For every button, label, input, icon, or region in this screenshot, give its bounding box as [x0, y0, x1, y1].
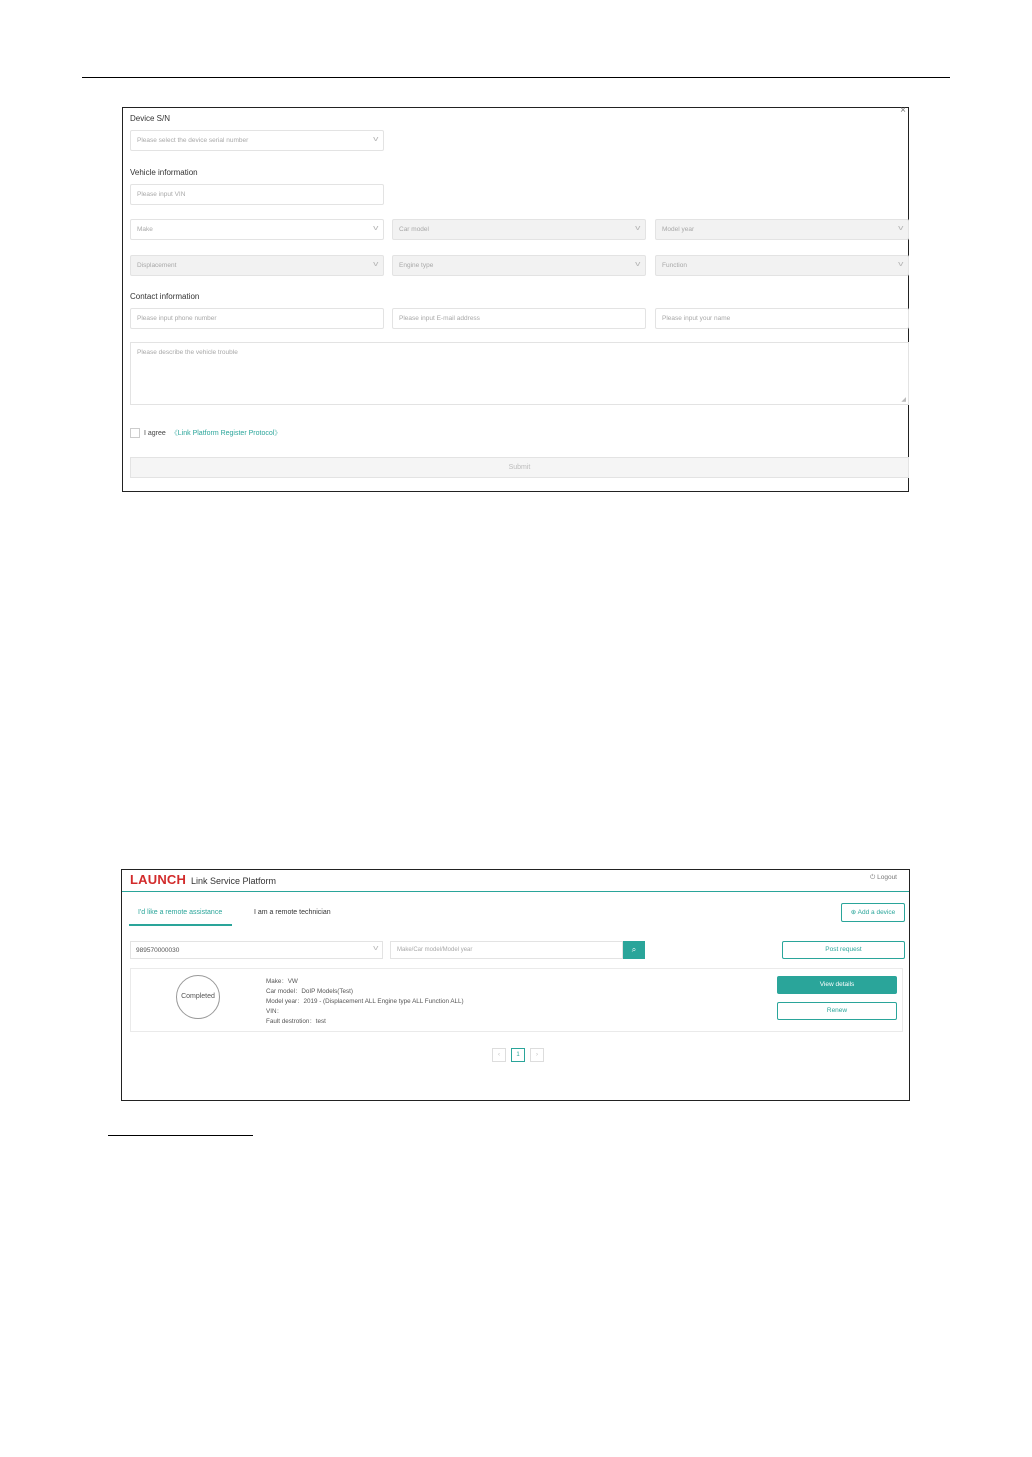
record-make: Make：VW	[266, 978, 298, 985]
make-select[interactable]	[130, 219, 384, 240]
device-sn-label: Device S/N	[130, 114, 171, 123]
chevron-down-icon: v	[372, 136, 378, 143]
contact-information-label: Contact information	[130, 292, 200, 301]
make-placeholder: Make	[137, 226, 153, 233]
add-device-button[interactable]	[841, 903, 905, 922]
close-icon[interactable]: ×	[900, 105, 906, 116]
chevron-down-icon: v	[634, 261, 640, 268]
car-model-placeholder: Car model	[399, 226, 429, 233]
add-circle-icon: ⊕	[850, 909, 857, 916]
displacement-placeholder: Displacement	[137, 262, 177, 269]
email-placeholder: Please input E-mail address	[399, 315, 480, 322]
renew-button[interactable]: Renew	[777, 1002, 897, 1020]
model-year-select[interactable]	[655, 219, 909, 240]
model-year-placeholder: Model year	[662, 226, 695, 233]
status-badge: Completed	[176, 975, 220, 1019]
vin-input[interactable]	[130, 184, 384, 205]
trouble-placeholder: Please describe the vehicle trouble	[137, 349, 238, 356]
resize-handle-icon[interactable]: ◢	[901, 397, 906, 403]
request-record-card	[130, 968, 903, 1032]
chevron-down-icon: v	[634, 225, 640, 232]
phone-input[interactable]	[130, 308, 384, 329]
engine-type-select[interactable]	[392, 255, 646, 276]
chevron-down-icon: v	[372, 225, 378, 232]
trouble-description-textarea[interactable]	[130, 342, 909, 405]
logout-button[interactable]	[870, 874, 897, 882]
add-device-label: Add a device	[857, 909, 896, 916]
post-request-button[interactable]: Post request	[782, 941, 905, 959]
car-model-select[interactable]	[392, 219, 646, 240]
chevron-down-icon: v	[372, 945, 378, 952]
search-input[interactable]	[390, 941, 623, 959]
phone-placeholder: Please input phone number	[137, 315, 217, 322]
search-icon: ⌕	[631, 945, 637, 954]
chevron-down-icon: v	[897, 261, 903, 268]
agree-checkbox[interactable]	[130, 428, 140, 438]
page-header-rule	[82, 77, 950, 78]
record-fault: Fault destrotion：test	[266, 1018, 326, 1025]
name-input[interactable]	[655, 308, 909, 329]
remote-request-form	[122, 107, 909, 492]
record-car-model: Car model：DoIP Models(Test)	[266, 988, 354, 995]
power-icon: ⏻	[870, 874, 876, 881]
active-tab-indicator	[129, 924, 232, 926]
record-details	[266, 977, 464, 1027]
pagination-page-1[interactable]: 1	[511, 1048, 525, 1062]
tab-remote-technician[interactable]: I am a remote technician	[254, 909, 331, 916]
record-model-year: Model year：2019 - (Displacement ALL Engine type ALL Function ALL)	[266, 998, 464, 1005]
function-placeholder: Function	[662, 262, 687, 269]
launch-logo: LAUNCH	[130, 872, 187, 887]
pagination-prev-button[interactable]: ‹	[492, 1048, 506, 1062]
function-select[interactable]	[655, 255, 909, 276]
vehicle-information-label: Vehicle information	[130, 168, 198, 177]
link-service-platform	[121, 869, 910, 1101]
record-vin: VIN：	[266, 1008, 283, 1015]
device-serial-select[interactable]	[130, 941, 383, 959]
email-input[interactable]	[392, 308, 646, 329]
name-placeholder: Please input your name	[662, 315, 731, 322]
top-bar	[122, 870, 909, 892]
search-placeholder: Make/Car model/Model year	[397, 947, 473, 953]
agree-label: I agree	[144, 429, 166, 437]
displacement-select[interactable]	[130, 255, 384, 276]
chevron-down-icon: v	[897, 225, 903, 232]
platform-title: Link Service Platform	[191, 876, 277, 886]
tab-remote-assistance[interactable]: I'd like a remote assistance	[138, 909, 223, 916]
view-details-button[interactable]: View details	[777, 976, 897, 994]
register-protocol-link[interactable]: 《Link Platform Register Protocol》	[170, 430, 282, 437]
submit-button[interactable]: Submit	[130, 457, 909, 478]
agree-row	[130, 428, 281, 438]
device-serial-value: 989570000030	[136, 947, 180, 954]
vin-placeholder: Please input VIN	[137, 191, 186, 198]
pagination-next-button[interactable]: ›	[530, 1048, 544, 1062]
device-serial-placeholder: Please select the device serial number	[137, 137, 249, 144]
engine-type-placeholder: Engine type	[399, 262, 434, 269]
logout-label: Logout	[877, 874, 897, 881]
device-serial-select[interactable]	[130, 130, 384, 151]
footer-rule	[108, 1135, 253, 1136]
search-button[interactable]	[623, 941, 645, 959]
chevron-down-icon: v	[372, 261, 378, 268]
